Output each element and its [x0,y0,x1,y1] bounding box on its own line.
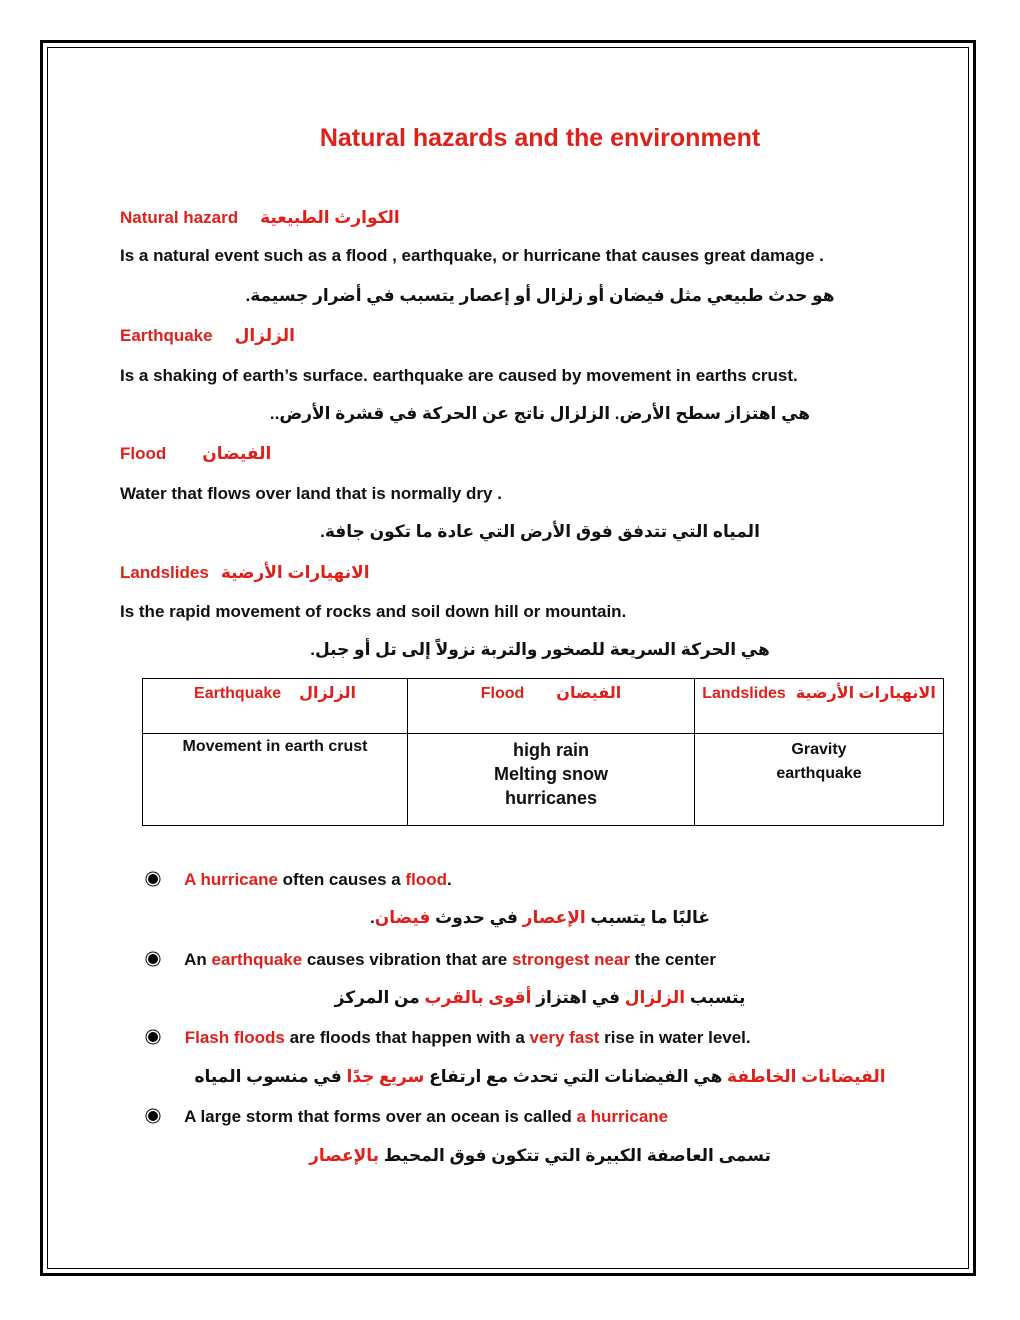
bullet-icon [148,874,158,884]
definition-ar: هو حدث طبيعي مثل فيضان أو زلزال أو إعصار يتسبب في أضرار جسيمة. [245,286,835,305]
term-earthquake [120,326,295,346]
page-title: Natural hazards and the environment [319,124,761,152]
header-en: Flood [480,685,525,702]
bullet-icon [148,1111,158,1121]
bullet-item [148,1107,668,1127]
cell-text: Gravity [791,741,847,758]
cell-text: hurricanes [504,788,598,808]
bullet-item [148,950,716,970]
term-ar: الانهيارات الأرضية [220,563,370,582]
term-ar: الكوارث الطبيعية [260,208,400,227]
bullet-text-ar: يتسبب الزلزال في اهتزاز أقوى بالقرب من المركز [334,988,746,1007]
definition-ar: المياه التي تتدفق فوق الأرض التي عادة ما تكون جافة. [320,522,760,541]
table-row [143,734,944,826]
bullet-icon [148,954,158,964]
table-header-cell [143,679,408,734]
definition-ar: هي اهتزاز سطح الأرض. الزلزال ناتج عن الحركة في قشرة الأرض.. [269,404,811,423]
table-header-row [143,679,944,734]
header-ar: الانهيارات الأرضية [795,685,936,702]
bullet-item [148,870,452,890]
header-ar: الفيضان [556,685,622,702]
bullet-text-ar: غالبًا ما يتسبب الإعصار في حدوث فيضان. [369,908,711,927]
bullet-text-en: A large storm that forms over an ocean is called a hurricane [184,1107,669,1126]
table-cell [408,734,695,826]
term-flood [120,444,271,464]
table-cell [695,734,944,826]
table-cell [143,734,408,826]
definition-en: Water that flows over land that is normally dry . [120,484,502,503]
bullet-text-en: Flash floods are floods that happen with a very fast rise in water level. [184,1028,751,1047]
term-ar: الزلزال [234,326,295,345]
cell-text: high rain [513,740,589,760]
term-en: Landslides [120,563,209,582]
header-ar: الزلزال [299,685,356,702]
cell-text: earthquake [776,765,862,782]
bullet-icon [148,1032,158,1042]
bullet-item [148,1028,751,1048]
term-natural-hazard [120,208,400,228]
table-header-cell [408,679,695,734]
term-ar: الفيضان [202,444,272,463]
table-header-cell [695,679,944,734]
term-en: Earthquake [120,326,213,345]
definition-en: Is the rapid movement of rocks and soil down hill or mountain. [120,602,627,621]
header-en: Landslides [702,685,786,702]
header-en: Earthquake [194,685,282,702]
term-en: Natural hazard [120,208,239,227]
bullet-text-en: An earthquake causes vibration that are strongest near the center [184,950,717,969]
causes-table [142,678,944,826]
term-landslides [120,563,370,583]
definition-en: Is a shaking of earth’s surface. earthquake are caused by movement in earths crust. [120,366,798,385]
cell-text: Movement in earth crust [182,738,368,755]
definition-en: Is a natural event such as a flood , earthquake, or hurricane that causes great damage . [120,246,824,265]
cell-text: Melting snow [494,764,608,784]
bullet-text-en: A hurricane often causes a flood. [184,870,452,889]
definition-ar: هي الحركة السريعة للصخور والتربة نزولاً إلى تل أو جبل. [310,640,770,659]
bullet-text-ar: الفيضانات الخاطفة هي الفيضانات التي تحدث مع ارتفاع سريع جدًا في منسوب المياه [194,1067,886,1086]
bullet-text-ar: تسمى العاصفة الكبيرة التي تتكون فوق المحيط بالإعصار [309,1146,771,1165]
term-en: Flood [120,444,167,463]
